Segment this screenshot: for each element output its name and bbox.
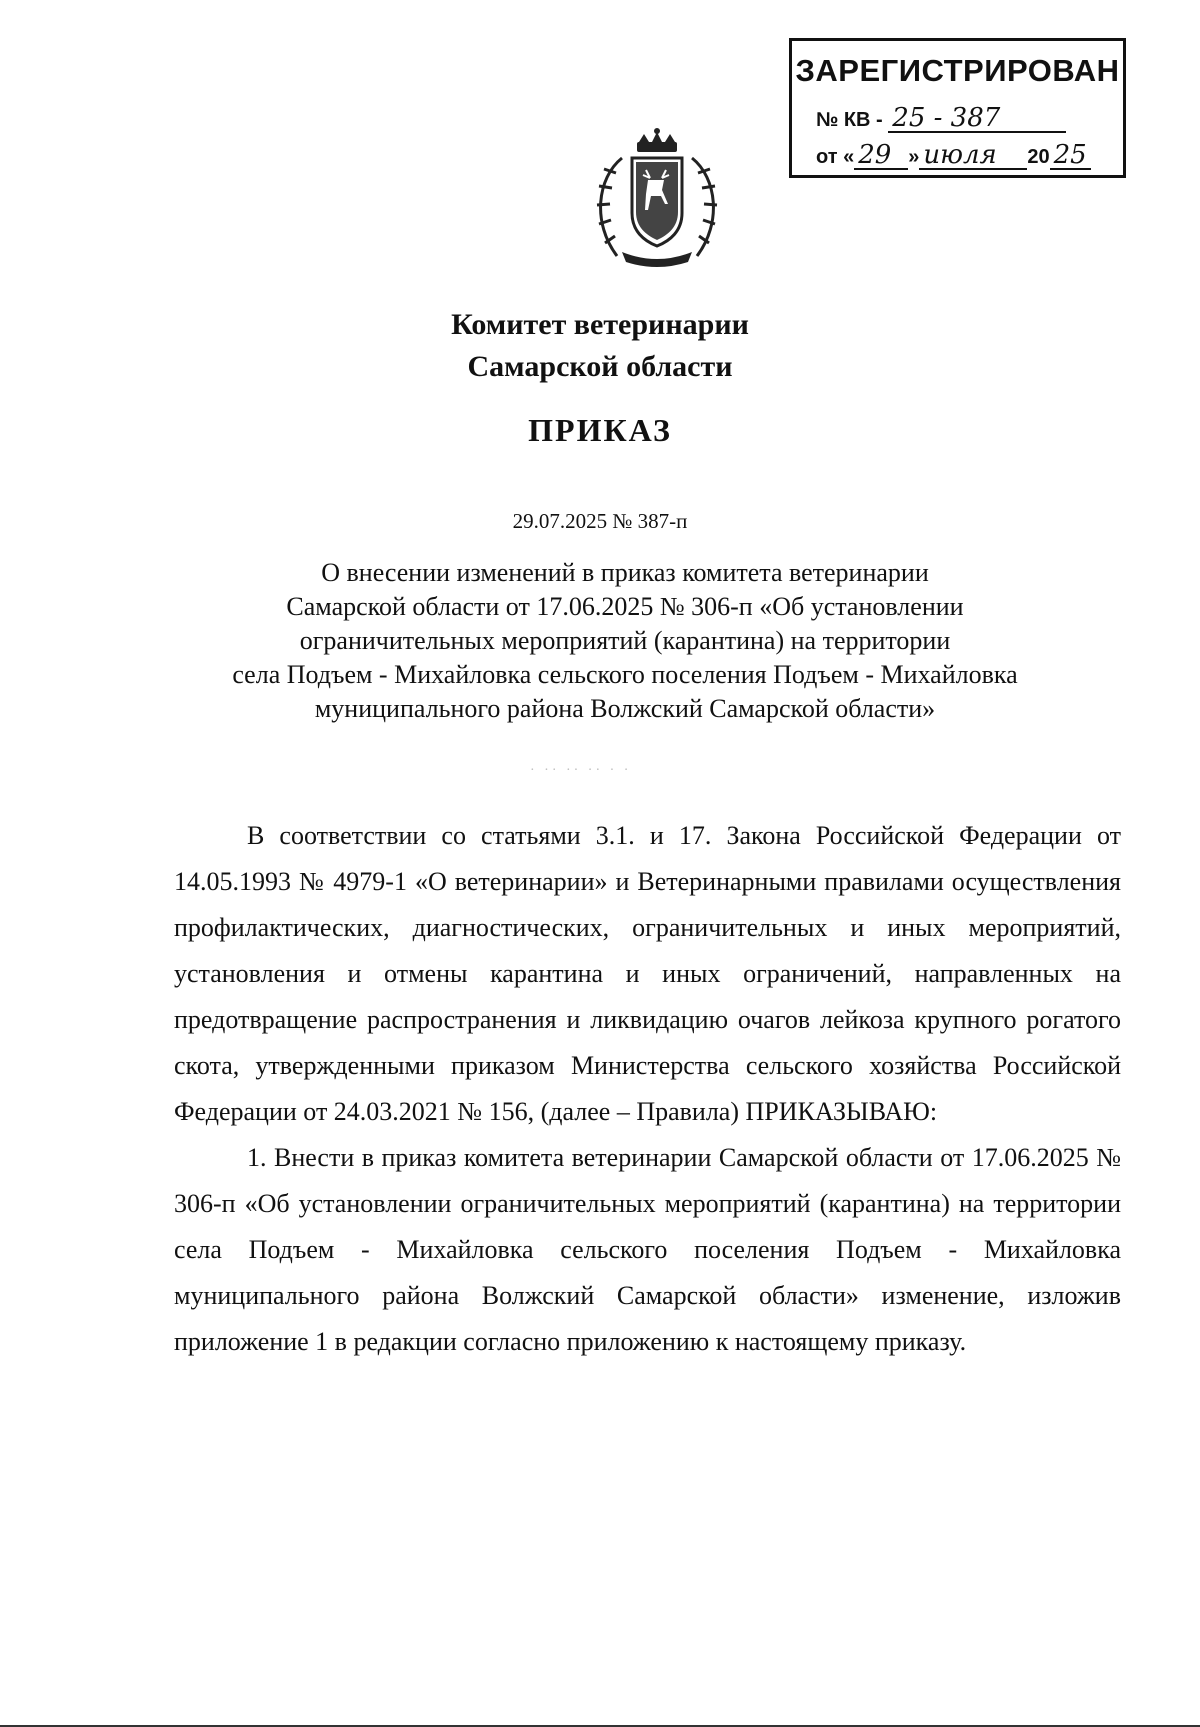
stamp-number-handwritten: 25 - 387 — [888, 105, 1066, 133]
subject-line-1: О внесении изменений в приказ комитета ветеринарии — [321, 558, 929, 587]
stamp-date-year-suffix: 25 — [1050, 142, 1091, 170]
document-type-title: ПРИКАЗ — [528, 412, 672, 448]
document-body — [174, 813, 1121, 1365]
subject-line-5: муниципального района Волжский Самарской области» — [314, 694, 936, 723]
organization-line-1: Комитет ветеринарии — [451, 308, 749, 341]
stamp-title: ЗАРЕГИСТРИРОВАН — [795, 53, 1120, 88]
stamp-date-mid: » — [908, 146, 920, 168]
stamp-number-label: № КВ - — [816, 109, 883, 131]
stamp-date-row — [816, 142, 1111, 170]
scan-noise: · ·· ·· ·· · · — [530, 763, 632, 778]
body-paragraph-2: 1. Внести в приказ комитета ветеринарии Самарской области от 17.06.2025 № 306-п «Об установлении ограничительных мероприятий (карантина) на территории села Подъем - Михайловка сельского поселения Подъем - Михайловка муниципального района Волжский Самарской области» изменение, изложив приложение 1 в редакции согласно приложению к настоящему приказу. — [174, 1143, 1121, 1356]
document-date-number: 29.07.2025 № 387-п — [512, 509, 688, 533]
stamp-date-month: июля — [919, 142, 1027, 170]
document-subject — [150, 556, 1100, 726]
subject-line-4: села Подъем - Михайловка сельского поселения Подъем - Михайловка — [232, 660, 1018, 689]
registration-stamp — [789, 38, 1126, 178]
stamp-date-day: 29 — [854, 142, 908, 170]
subject-line-2: Самарской области от 17.06.2025 № 306-п «Об установлении — [286, 592, 964, 621]
body-paragraph-1: В соответствии со статьями 3.1. и 17. Закона Российской Федерации от 14.05.1993 № 4979-1 «О ветеринарии» и Ветеринарными правилами осуществления профилактических, диагностических, ограничительных и иных мероприятий, установления и отмены карантина и иных ограничений, направленных на предотвращение распространения и ликвидацию очагов лейкоза крупного рогатого скота, утвержденными приказом Министерства сельского хозяйства Российской Федерации от 24.03.2021 № 156, (далее – Правила) ПРИКАЗЫВАЮ: — [174, 821, 1121, 1126]
organization-line-2: Самарской области — [467, 350, 733, 383]
stamp-date-year-prefix: 20 — [1027, 146, 1050, 168]
samara-coat-of-arms-icon — [582, 128, 732, 270]
organization-name — [0, 304, 1200, 388]
stamp-number-row — [816, 105, 1111, 133]
stamp-date-prefix: от « — [816, 146, 855, 168]
subject-line-3: ограничительных мероприятий (карантина) на территории — [299, 626, 951, 655]
